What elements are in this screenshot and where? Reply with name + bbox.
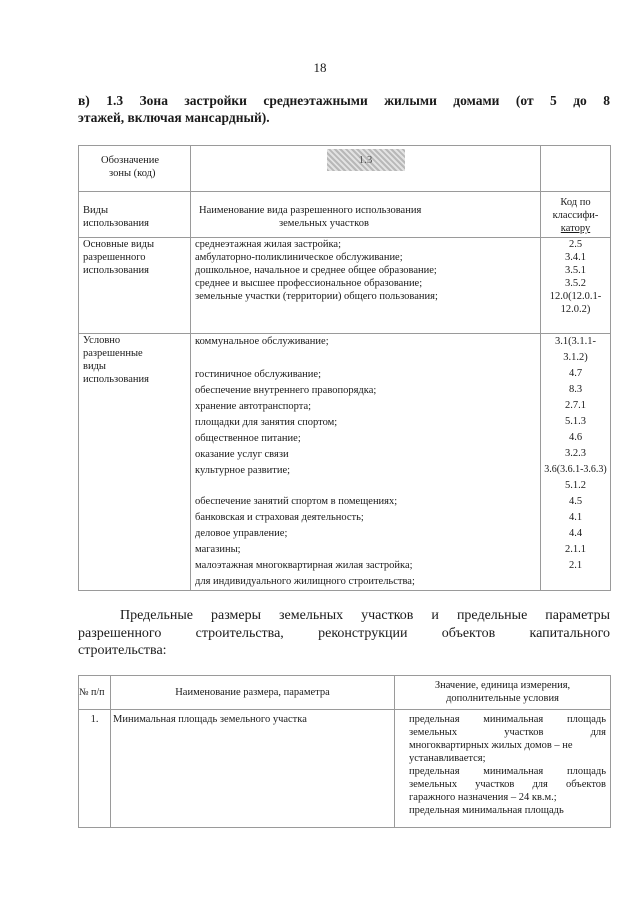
list-item: коммунальное обслуживание;	[195, 336, 329, 347]
main-uses-list-cell	[191, 238, 541, 334]
list-item: хранение автотранспорта;	[195, 401, 312, 412]
classifier-code: 3.4.1	[565, 252, 586, 263]
classifier-code: 3.1(3.1.1-	[554, 336, 597, 347]
table-header-row	[79, 676, 611, 710]
paragraph-line-2: разрешенного строительства, реконструкции объектов капитального	[78, 625, 610, 641]
main-codes-cell	[541, 238, 611, 334]
classifier-code: 2.7.1	[565, 400, 586, 411]
classifier-code: 4.5	[568, 496, 583, 507]
column-header-num: № п/п	[79, 676, 111, 710]
table-row	[79, 146, 611, 192]
classifier-code: 8.3	[568, 384, 583, 395]
list-item: деловое управление;	[195, 528, 288, 539]
column-header-types: Виды использования	[79, 192, 191, 238]
column-header-code: Код по классифи- катору	[541, 192, 611, 238]
empty-cell	[541, 146, 611, 192]
value-line: земельных участков для объектов	[409, 779, 606, 790]
list-item: для индивидуального жилищного строительства;	[195, 576, 415, 587]
parameter-value	[395, 710, 611, 828]
classifier-code: 2.1.1	[565, 544, 586, 555]
conditional-uses-label: Условно разрешенные виды использования	[79, 334, 191, 591]
classifier-code: 12.0(12.0.1-	[549, 291, 602, 302]
classifier-code: 2.5	[568, 239, 583, 250]
classifier-code: 4.1	[568, 512, 583, 523]
list-item: дошкольное, начальное и среднее общее образование;	[195, 265, 437, 276]
value-line: земельных участков для	[409, 727, 606, 738]
list-item: магазины;	[195, 544, 241, 555]
main-uses-list	[191, 238, 540, 303]
classifier-code: 3.1.2)	[563, 352, 588, 363]
value-line: предельная минимальная площадь	[409, 766, 606, 777]
zone-code: 1.3	[327, 149, 405, 171]
main-uses-label: Основные виды разрешенного использования	[79, 238, 191, 334]
main-codes-list	[541, 238, 610, 316]
classifier-code: 3.2.3	[565, 448, 586, 459]
column-header-value: Значение, единица измерения, дополнительные условия	[395, 676, 611, 710]
column-header-param-name: Наименование размера, параметра	[111, 676, 395, 710]
heading-line-1: в) 1.3 Зона застройки среднеэтажными жилыми домами (от 5 до 8	[78, 93, 610, 108]
classifier-code: 12.0.2)	[560, 304, 591, 315]
list-item: среднеэтажная жилая застройка;	[195, 239, 341, 250]
list-item: малоэтажная многоквартирная жилая застройка;	[195, 560, 413, 571]
list-item: земельные участки (территории) общего пользования;	[195, 291, 438, 302]
heading-line-2: этажей, включая мансардный).	[78, 110, 270, 125]
zone-designation-label-cell	[79, 146, 191, 192]
conditional-uses-list-cell	[191, 334, 541, 591]
zone-code-cell	[191, 146, 541, 192]
parameter-name: Минимальная площадь земельного участка	[111, 710, 395, 828]
limits-paragraph	[78, 607, 610, 660]
table-row-main-uses	[79, 238, 611, 334]
table-row-conditional-uses	[79, 334, 611, 591]
classifier-code: 5.1.3	[565, 416, 586, 427]
value-line: гаражного назначения – 24 кв.м.;	[409, 792, 557, 803]
list-item: общественное питание;	[195, 433, 301, 444]
list-item: банковская и страховая деятельность;	[195, 512, 364, 523]
value-line: многоквартирных жилых домов – не	[409, 740, 573, 751]
value-line: предельная минимальная площадь	[409, 714, 606, 725]
classifier-code: 2.1	[568, 560, 583, 571]
list-item: оказание услуг связи	[195, 449, 289, 460]
list-item: амбулаторно-поликлиническое обслуживание;	[195, 252, 403, 263]
classifier-code: 5.1.2	[565, 480, 586, 491]
designation-label: Обозначение	[101, 155, 160, 166]
page-number: 18	[313, 60, 327, 75]
table-header-row	[79, 192, 611, 238]
classifier-code: 3.5.2	[565, 278, 586, 289]
table-row	[79, 710, 611, 828]
value-line: предельная минимальная площадь	[409, 805, 564, 816]
list-item: культурное развитие;	[195, 465, 291, 476]
section-heading	[78, 92, 610, 126]
list-item: среднее и высшее профессиональное образование;	[195, 278, 423, 289]
value-line: устанавливается;	[409, 753, 486, 764]
list-item: площадки для занятия спортом;	[195, 417, 338, 428]
conditional-codes-cell	[541, 334, 611, 591]
classifier-code: 3.6(3.6.1-3.6.3)	[544, 464, 607, 475]
classifier-code: 4.6	[568, 432, 583, 443]
list-item: гостиничное обслуживание;	[195, 369, 321, 380]
designation-label-sub: зоны (код)	[109, 168, 156, 179]
classifier-code: 4.7	[568, 368, 583, 379]
paragraph-line-3: строительства:	[78, 643, 167, 658]
classifier-code: 3.5.1	[565, 265, 586, 276]
column-header-name: Наименование вида разрешенного использования земельных участков	[191, 192, 541, 238]
row-number: 1.	[79, 710, 111, 828]
list-item: обеспечение занятий спортом в помещениях;	[195, 496, 398, 507]
conditional-codes-list	[541, 334, 610, 574]
conditional-uses-list	[191, 334, 540, 590]
parameters-table	[78, 675, 611, 828]
list-item: обеспечение внутреннего правопорядка;	[195, 385, 377, 396]
zone-uses-table	[78, 145, 611, 591]
classifier-code: 4.4	[568, 528, 583, 539]
paragraph-line-1: Предельные размеры земельных участков и предельные параметры	[120, 608, 610, 623]
